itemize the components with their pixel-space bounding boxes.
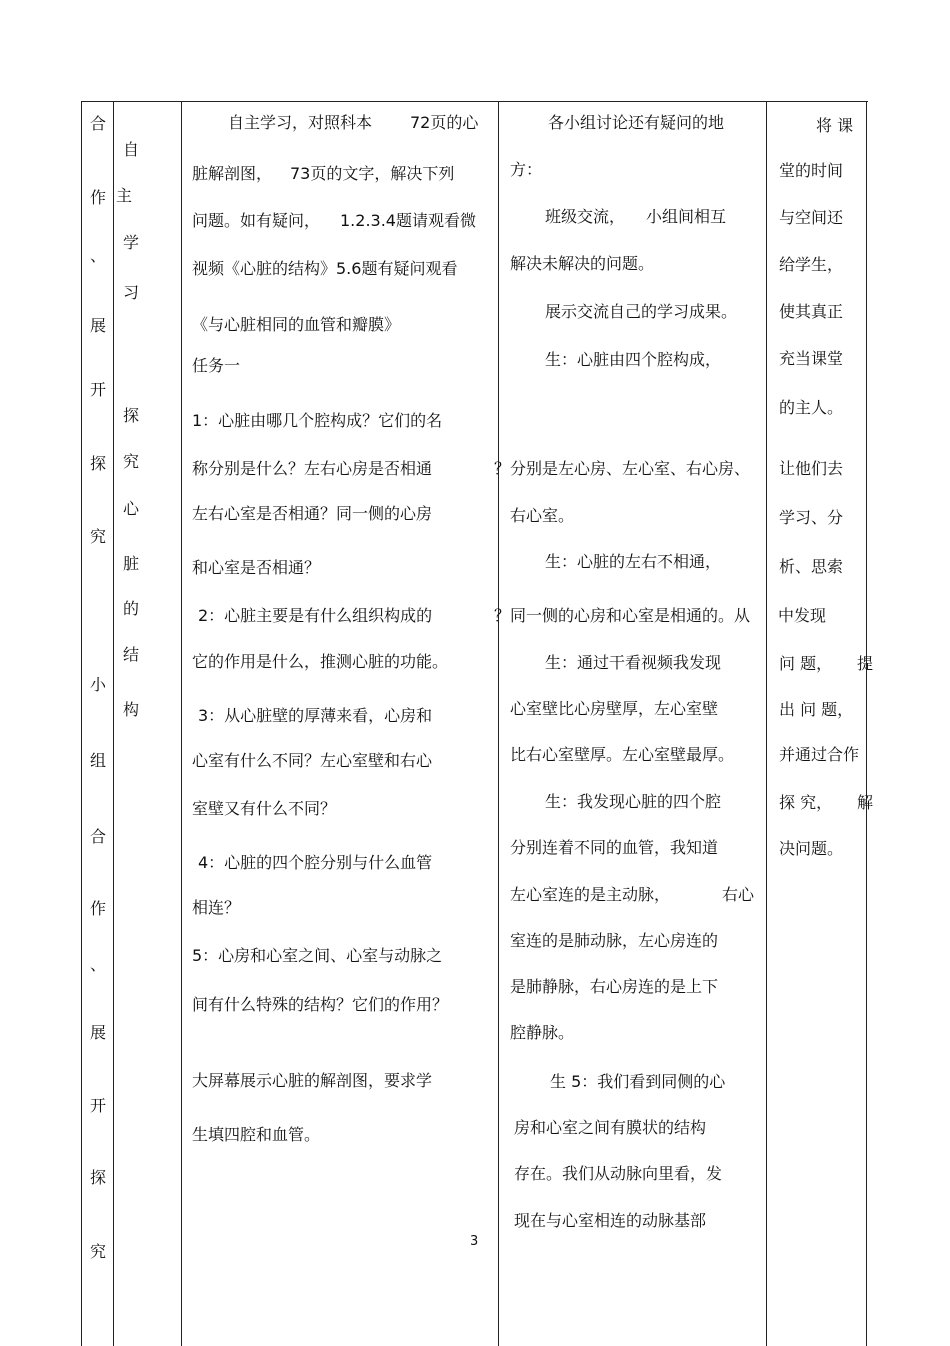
intent-line: 学习、分 [779, 508, 844, 527]
student-line: 生：心脏的左右不相通， [545, 552, 722, 571]
intent-line: 问 题， [779, 654, 833, 673]
stage-char: 、 [89, 246, 106, 265]
stage-char: 作 [89, 188, 106, 207]
student-line: 生：通过干看视频我发现 [545, 653, 722, 672]
question-line: 室壁又有什么不同？ [192, 799, 337, 818]
intent-line: 出 问 题， [779, 700, 854, 719]
intent-line: 的主人。 [779, 398, 844, 417]
stage-char: 开 [89, 380, 106, 399]
student-line: 是肺静脉，右心房连的是上下 [510, 977, 719, 996]
student-line: 左心室连的是主动脉， [510, 885, 671, 904]
intent-line: 提 [857, 654, 874, 673]
question-line: 4：心脏的四个腔分别与什么血管 [198, 853, 433, 872]
intent-line: 充当课堂 [779, 349, 844, 368]
student-line: 室连的是肺动脉，左心房连的 [510, 931, 719, 950]
content-char: 究 [122, 452, 139, 471]
question-mark: ？ [494, 606, 511, 625]
content-char: 习 [122, 283, 139, 302]
intent-line: 将 课 [816, 116, 854, 135]
page-number: 3 [470, 1234, 479, 1249]
question-line: 左右心室是否相通？同一侧的心房 [192, 504, 433, 523]
instruction-line: 《与心脏相同的血管和瓣膜》 [192, 315, 401, 334]
content-char: 自 [122, 140, 139, 159]
student-line: 各小组讨论还有疑问的地 [548, 113, 725, 132]
instruction-line: 自主学习，对照科本 [228, 113, 373, 132]
instruction-line: 脏解剖图， [192, 164, 273, 183]
content-char: 学 [122, 233, 139, 252]
content-char: 构 [122, 700, 139, 719]
content-char: 脏 [122, 554, 139, 573]
intent-line: 决问题。 [779, 839, 844, 858]
content-char: 结 [122, 645, 139, 664]
stage-char: 组 [89, 751, 106, 770]
intent-line: 堂的时间 [779, 161, 844, 180]
content-char: 主 [115, 186, 132, 205]
instruction-line: 72页的心 [410, 113, 479, 132]
stage-char: 究 [89, 1242, 106, 1261]
student-line: 班级交流， [545, 207, 626, 226]
intent-line: 析、思索 [779, 557, 844, 576]
student-line: 分别是左心房、左心室、右心房、 [510, 459, 751, 478]
question-line: 5：心房和心室之间、心室与动脉之 [192, 946, 443, 965]
content-char: 的 [122, 599, 139, 618]
student-line: 生 5：我们看到同侧的心 [550, 1072, 726, 1091]
intent-line: 给学生， [779, 255, 844, 274]
question-line: 1：心脏由哪几个腔构成？它们的名 [192, 411, 443, 430]
table-right-border [866, 101, 867, 1346]
question-line: 3：从心脏壁的厚薄来看，心房和 [198, 706, 433, 725]
column-divider-2 [181, 101, 182, 1346]
intent-line: 并通过合作 [779, 745, 860, 764]
student-line: 右心室。 [510, 506, 575, 525]
intent-line: 中发现 [778, 606, 827, 625]
student-line: 分别连着不同的血管，我知道 [510, 838, 719, 857]
student-line: 同一侧的心房和心室是相通的。从 [510, 606, 751, 625]
table-top-border [81, 101, 868, 102]
question-line: 称分别是什么？左右心房是否相通 [192, 459, 433, 478]
stage-char: 合 [89, 827, 106, 846]
student-line: 展示交流自己的学习成果。 [545, 302, 738, 321]
question-line: 间有什么特殊的结构？它们的作用？ [192, 995, 449, 1014]
student-line: 房和心室之间有膜状的结构 [514, 1118, 707, 1137]
question-line: 心室有什么不同？左心室壁和右心 [192, 751, 433, 770]
content-char: 心 [122, 499, 139, 518]
instruction-line: 大屏幕展示心脏的解剖图，要求学 [192, 1071, 433, 1090]
column-divider-3 [498, 101, 499, 1346]
intent-line: 与空间还 [779, 208, 844, 227]
student-line: 生：我发现心脏的四个腔 [545, 792, 722, 811]
student-line: 解决未解决的问题。 [510, 254, 655, 273]
question-line: 相连？ [192, 898, 241, 917]
student-line: 右心 [722, 885, 755, 904]
student-line: 小组间相互 [646, 207, 727, 226]
stage-char: 合 [89, 114, 106, 133]
content-char: 探 [122, 406, 139, 425]
stage-char: 开 [89, 1096, 106, 1115]
column-divider-1 [113, 101, 114, 1346]
stage-char: 、 [89, 955, 106, 974]
stage-char: 探 [89, 1168, 106, 1187]
stage-char: 展 [89, 316, 106, 335]
stage-char: 小 [89, 675, 106, 694]
student-line: 方： [510, 160, 543, 179]
instruction-line: 视频《心脏的结构》5.6题有疑问观看 [192, 259, 458, 278]
intent-line: 让他们去 [779, 459, 844, 478]
student-line: 心室壁比心房壁厚，左心室壁 [510, 699, 719, 718]
intent-line: 解 [857, 793, 874, 812]
question-line: 和心室是否相通？ [192, 558, 321, 577]
student-line: 生：心脏由四个腔构成， [545, 350, 722, 369]
task-heading: 任务一 [192, 356, 241, 375]
intent-line: 探 究， [779, 793, 833, 812]
intent-line: 使其真正 [779, 302, 844, 321]
stage-char: 探 [89, 454, 106, 473]
student-line: 腔静脉。 [510, 1023, 575, 1042]
question-line: 2：心脏主要是有什么组织构成的 [198, 606, 433, 625]
student-line: 存在。我们从动脉向里看，发 [514, 1164, 723, 1183]
stage-char: 展 [89, 1023, 106, 1042]
stage-char: 究 [89, 527, 106, 546]
instruction-line: 问题。如有疑问， [192, 211, 321, 230]
student-line: 比右心室壁厚。左心室壁最厚。 [510, 745, 735, 764]
student-line: 现在与心室相连的动脉基部 [514, 1211, 707, 1230]
instruction-line: 1.2.3.4题请观看微 [340, 211, 476, 230]
table-left-border [81, 101, 82, 1346]
question-line: 它的作用是什么，推测心脏的功能。 [192, 652, 449, 671]
instruction-line: 生填四腔和血管。 [192, 1125, 321, 1144]
column-divider-4 [766, 101, 767, 1346]
question-mark: ？ [494, 459, 511, 478]
instruction-line: 73页的文字，解决下列 [290, 164, 455, 183]
stage-char: 作 [89, 899, 106, 918]
